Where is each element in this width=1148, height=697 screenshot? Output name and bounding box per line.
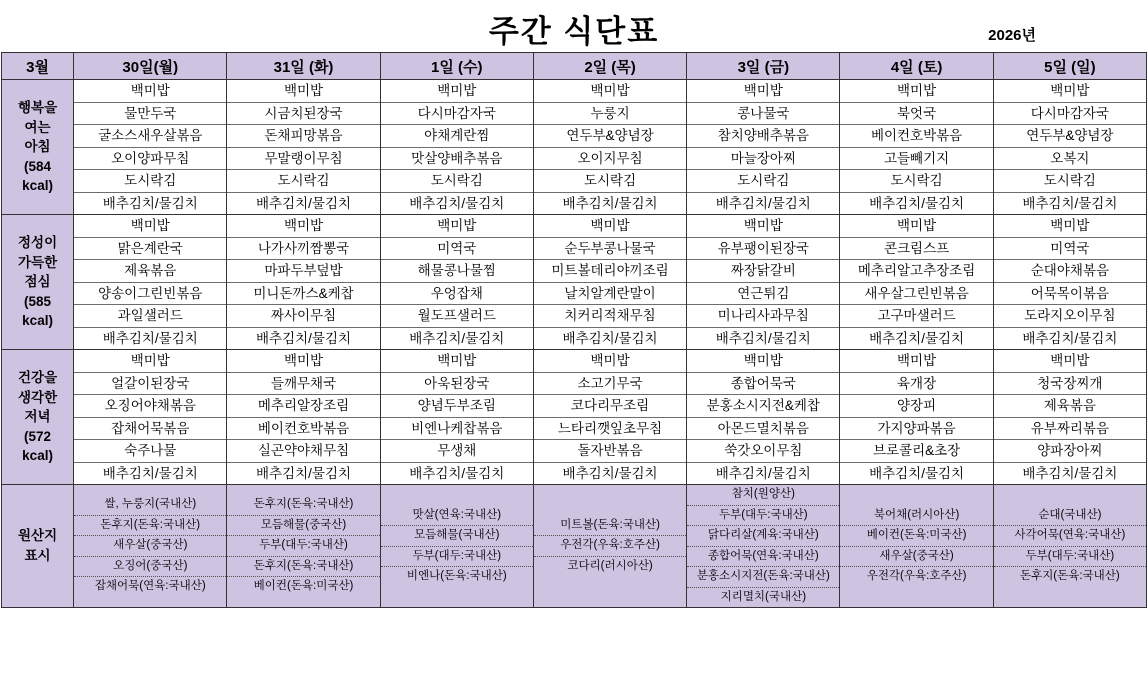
origin-cell bbox=[380, 485, 533, 608]
meal-cell bbox=[380, 350, 533, 485]
origin-item-list bbox=[74, 495, 226, 597]
menu-item-list bbox=[687, 350, 839, 484]
menu-item: 백미밥 bbox=[994, 215, 1146, 238]
row-label-line: 행복을 bbox=[18, 100, 58, 116]
row-label-line: 저녁 bbox=[24, 409, 51, 425]
menu-item: 순두부콩나물국 bbox=[534, 238, 686, 261]
meal-cell bbox=[74, 215, 227, 350]
origin-cell bbox=[533, 485, 686, 608]
menu-item: 물만두국 bbox=[74, 103, 226, 126]
origin-item: 새우살(중국산) bbox=[74, 536, 226, 557]
menu-item: 어묵목이볶음 bbox=[994, 283, 1146, 306]
origin-cell bbox=[687, 485, 840, 608]
menu-item: 도시락김 bbox=[74, 170, 226, 193]
table-row-breakfast bbox=[2, 80, 1147, 215]
row-label-line: kcal) bbox=[22, 178, 53, 194]
origin-cell bbox=[993, 485, 1146, 608]
menu-item: 메추리알고추장조림 bbox=[840, 260, 992, 283]
row-label-line: (584 bbox=[24, 158, 52, 174]
row-label-line: (585 bbox=[24, 293, 52, 309]
menu-item: 가지양파볶음 bbox=[840, 418, 992, 441]
menu-item: 배추김치/물김치 bbox=[256, 330, 352, 346]
table-row-dinner bbox=[2, 350, 1147, 485]
origin-item: 지리멸치(국내산) bbox=[720, 590, 807, 603]
menu-item-list bbox=[994, 215, 1146, 349]
menu-item: 느타리깻잎초무침 bbox=[534, 418, 686, 441]
menu-item: 백미밥 bbox=[227, 350, 379, 373]
origin-item: 분홍소시지전(돈육:국내산) bbox=[687, 567, 839, 588]
menu-item: 백미밥 bbox=[687, 80, 839, 103]
origin-item-list bbox=[381, 506, 533, 587]
menu-item-list bbox=[534, 215, 686, 349]
origin-item: 모듬해물(국내산) bbox=[381, 526, 533, 547]
menu-item: 배추김치/물김치 bbox=[715, 195, 811, 211]
menu-item: 짜사이무침 bbox=[227, 305, 379, 328]
meal-cell bbox=[993, 80, 1146, 215]
row-label-line: 아침 bbox=[24, 139, 51, 155]
meal-cell bbox=[227, 350, 380, 485]
origin-item: 새우살(중국산) bbox=[840, 547, 992, 568]
menu-item: 고구마샐러드 bbox=[840, 305, 992, 328]
menu-item: 연근튀김 bbox=[687, 283, 839, 306]
origin-item: 우전각(우육:호주산) bbox=[534, 536, 686, 557]
menu-item-list bbox=[840, 215, 992, 349]
meal-cell bbox=[380, 215, 533, 350]
row-label-dinner bbox=[2, 350, 74, 485]
origin-item: 북어채(러시아산) bbox=[840, 506, 992, 527]
menu-item: 배추김치/물김치 bbox=[409, 330, 505, 346]
menu-item: 돌자반볶음 bbox=[534, 440, 686, 463]
menu-item: 잡채어묵볶음 bbox=[74, 418, 226, 441]
menu-item: 오복지 bbox=[994, 148, 1146, 171]
origin-item: 돈후지(돈육:국내산) bbox=[227, 495, 379, 516]
meal-cell bbox=[687, 350, 840, 485]
meal-cell bbox=[227, 215, 380, 350]
menu-item: 배추김치/물김치 bbox=[256, 195, 352, 211]
header-day-1: 31일 (화) bbox=[227, 53, 380, 80]
menu-item: 누룽지 bbox=[534, 103, 686, 126]
menu-item: 도라지오이무침 bbox=[994, 305, 1146, 328]
menu-item: 배추김치/물김치 bbox=[715, 465, 811, 481]
menu-item: 북엇국 bbox=[840, 103, 992, 126]
menu-item: 백미밥 bbox=[74, 350, 226, 373]
menu-item: 순대야채볶음 bbox=[994, 260, 1146, 283]
menu-item: 배추김치/물김치 bbox=[102, 465, 198, 481]
origin-item: 돈후지(돈육:국내산) bbox=[227, 557, 379, 578]
origin-item: 베이컨(돈육:미국산) bbox=[840, 526, 992, 547]
menu-item: 배추김치/물김치 bbox=[562, 465, 658, 481]
menu-item-list bbox=[381, 215, 533, 349]
origin-item: 우전각(우육:호주산) bbox=[866, 570, 967, 582]
origin-item: 순대(국내산) bbox=[994, 506, 1146, 527]
menu-item: 백미밥 bbox=[381, 350, 533, 373]
origin-item-list bbox=[840, 506, 992, 587]
menu-item: 코다리무조림 bbox=[534, 395, 686, 418]
row-label-origin bbox=[2, 485, 74, 608]
meal-cell bbox=[533, 80, 686, 215]
row-label-line: 정성이 bbox=[18, 235, 58, 251]
menu-item-list bbox=[74, 215, 226, 349]
menu-item: 다시마감자국 bbox=[994, 103, 1146, 126]
origin-item: 참치(원양산) bbox=[687, 485, 839, 506]
menu-item: 도시락김 bbox=[840, 170, 992, 193]
header-row bbox=[2, 53, 1147, 80]
menu-item: 맛살양배추볶음 bbox=[381, 148, 533, 171]
menu-item: 양송이그린빈볶음 bbox=[74, 283, 226, 306]
row-label-line: 생각한 bbox=[18, 389, 58, 405]
menu-item: 백미밥 bbox=[74, 215, 226, 238]
menu-item: 콩나물국 bbox=[687, 103, 839, 126]
menu-item: 배추김치/물김치 bbox=[1022, 330, 1118, 346]
row-label-lunch bbox=[2, 215, 74, 350]
menu-item: 연두부&양념장 bbox=[534, 125, 686, 148]
origin-item: 맛살(연육:국내산) bbox=[381, 506, 533, 527]
menu-item: 백미밥 bbox=[687, 350, 839, 373]
menu-item: 메추리알장조림 bbox=[227, 395, 379, 418]
menu-item: 연두부&양념장 bbox=[994, 125, 1146, 148]
origin-item: 두부(대두:국내산) bbox=[687, 506, 839, 527]
menu-item: 백미밥 bbox=[381, 215, 533, 238]
menu-item: 배추김치/물김치 bbox=[102, 195, 198, 211]
header-day-2: 1일 (수) bbox=[380, 53, 533, 80]
origin-item: 두부(대두:국내산) bbox=[994, 547, 1146, 568]
menu-item-list bbox=[994, 350, 1146, 484]
meal-cell bbox=[227, 80, 380, 215]
menu-item: 콘크림스프 bbox=[840, 238, 992, 261]
menu-item: 다시마감자국 bbox=[381, 103, 533, 126]
menu-item: 미트볼데리야끼조림 bbox=[534, 260, 686, 283]
menu-item: 유부짜리볶음 bbox=[994, 418, 1146, 441]
origin-item: 두부(대두:국내산) bbox=[227, 536, 379, 557]
menu-item: 백미밥 bbox=[227, 215, 379, 238]
origin-cell bbox=[840, 485, 993, 608]
menu-item: 얼갈이된장국 bbox=[74, 373, 226, 396]
header-day-3: 2일 (목) bbox=[533, 53, 686, 80]
header-day-5: 4일 (토) bbox=[840, 53, 993, 80]
header-day-6: 5일 (일) bbox=[993, 53, 1146, 80]
menu-item: 백미밥 bbox=[534, 215, 686, 238]
origin-item-list bbox=[227, 495, 379, 597]
menu-item: 백미밥 bbox=[840, 80, 992, 103]
menu-item: 오이양파무침 bbox=[74, 148, 226, 171]
menu-item: 돈채피망볶음 bbox=[227, 125, 379, 148]
menu-item: 마늘장아찌 bbox=[687, 148, 839, 171]
menu-item: 백미밥 bbox=[840, 350, 992, 373]
menu-item-list bbox=[74, 80, 226, 214]
menu-item-list bbox=[227, 80, 379, 214]
menu-item: 날치알계란말이 bbox=[534, 283, 686, 306]
menu-item: 미나리사과무침 bbox=[687, 305, 839, 328]
origin-item: 베이컨(돈육:미국산) bbox=[253, 580, 354, 593]
menu-item: 육개장 bbox=[840, 373, 992, 396]
menu-item: 배추김치/물김치 bbox=[562, 330, 658, 346]
menu-item: 아욱된장국 bbox=[381, 373, 533, 396]
origin-item: 돈후지(돈육:국내산) bbox=[1019, 570, 1120, 582]
menu-item-list bbox=[994, 80, 1146, 214]
menu-item: 오이지무침 bbox=[534, 148, 686, 171]
menu-item: 백미밥 bbox=[994, 350, 1146, 373]
menu-item: 비엔나케찹볶음 bbox=[381, 418, 533, 441]
menu-item: 나가사끼짬뽕국 bbox=[227, 238, 379, 261]
menu-item: 마파두부덮밥 bbox=[227, 260, 379, 283]
menu-item: 무생채 bbox=[381, 440, 533, 463]
menu-item: 짜장닭갈비 bbox=[687, 260, 839, 283]
menu-item: 배추김치/물김치 bbox=[869, 465, 965, 481]
origin-item: 종합어묵(연육:국내산) bbox=[687, 547, 839, 568]
menu-item-list bbox=[381, 350, 533, 484]
menu-item: 배추김치/물김치 bbox=[562, 195, 658, 211]
menu-item: 미니돈까스&케찹 bbox=[227, 283, 379, 306]
row-label-line: (572 bbox=[24, 428, 52, 444]
meal-cell bbox=[687, 80, 840, 215]
menu-item-list bbox=[534, 350, 686, 484]
row-label-line: 건강을 bbox=[18, 370, 58, 386]
row-label-line: 표시 bbox=[24, 548, 51, 563]
menu-item: 월도프샐러드 bbox=[381, 305, 533, 328]
menu-item: 고들빼기지 bbox=[840, 148, 992, 171]
menu-item: 백미밥 bbox=[840, 215, 992, 238]
origin-item: 두부(대두:국내산) bbox=[381, 547, 533, 568]
menu-item: 해물콩나물찜 bbox=[381, 260, 533, 283]
menu-item: 야채계란찜 bbox=[381, 125, 533, 148]
menu-item: 도시락김 bbox=[687, 170, 839, 193]
origin-item: 미트볼(돈육:국내산) bbox=[534, 516, 686, 537]
meal-cell bbox=[74, 80, 227, 215]
menu-item: 청국장찌개 bbox=[994, 373, 1146, 396]
menu-item: 우엉잡채 bbox=[381, 283, 533, 306]
menu-item: 미역국 bbox=[994, 238, 1146, 261]
menu-item: 배추김치/물김치 bbox=[256, 465, 352, 481]
menu-item-list bbox=[534, 80, 686, 214]
menu-item: 아몬드멸치볶음 bbox=[687, 418, 839, 441]
origin-item: 잡채어묵(연육:국내산) bbox=[94, 580, 206, 593]
meal-cell bbox=[533, 350, 686, 485]
menu-item: 숙주나물 bbox=[74, 440, 226, 463]
menu-item-list bbox=[687, 215, 839, 349]
menu-item: 배추김치/물김치 bbox=[715, 330, 811, 346]
origin-item: 닭다리살(계육:국내산) bbox=[687, 526, 839, 547]
menu-item: 참치양배추볶음 bbox=[687, 125, 839, 148]
menu-item: 치커리적채무침 bbox=[534, 305, 686, 328]
menu-item: 종합어묵국 bbox=[687, 373, 839, 396]
origin-item-list bbox=[994, 506, 1146, 587]
meal-cell bbox=[380, 80, 533, 215]
menu-item: 실곤약야채무침 bbox=[227, 440, 379, 463]
meal-cell bbox=[74, 350, 227, 485]
menu-item: 베이컨호박볶음 bbox=[227, 418, 379, 441]
year-label: 2026년 bbox=[988, 27, 1036, 44]
menu-item: 소고기무국 bbox=[534, 373, 686, 396]
menu-item: 미역국 bbox=[381, 238, 533, 261]
menu-item: 무말랭이무침 bbox=[227, 148, 379, 171]
menu-item: 양파장아찌 bbox=[994, 440, 1146, 463]
meal-cell bbox=[993, 215, 1146, 350]
menu-item: 백미밥 bbox=[381, 80, 533, 103]
menu-item-list bbox=[381, 80, 533, 214]
menu-item: 양장피 bbox=[840, 395, 992, 418]
menu-item: 오징어야채볶음 bbox=[74, 395, 226, 418]
row-label-line: 점심 bbox=[24, 274, 51, 290]
weekly-menu-table bbox=[1, 52, 1147, 608]
menu-item: 제육볶음 bbox=[74, 260, 226, 283]
menu-item: 배추김치/물김치 bbox=[1022, 465, 1118, 481]
menu-item: 백미밥 bbox=[687, 215, 839, 238]
menu-item: 백미밥 bbox=[994, 80, 1146, 103]
table-header bbox=[2, 53, 1147, 80]
table-row-lunch bbox=[2, 215, 1147, 350]
row-label-line: 여는 bbox=[24, 119, 51, 135]
menu-item: 백미밥 bbox=[534, 350, 686, 373]
menu-item: 굴소스새우살볶음 bbox=[74, 125, 226, 148]
menu-item: 분홍소시지전&케찹 bbox=[687, 395, 839, 418]
menu-item: 과일샐러드 bbox=[74, 305, 226, 328]
menu-item: 배추김치/물김치 bbox=[409, 465, 505, 481]
menu-item: 도시락김 bbox=[227, 170, 379, 193]
menu-item-list bbox=[840, 80, 992, 214]
origin-item-list bbox=[687, 485, 839, 607]
row-label-line: 가득한 bbox=[18, 254, 58, 270]
menu-item: 양념두부조림 bbox=[381, 395, 533, 418]
menu-item: 새우살그린빈볶음 bbox=[840, 283, 992, 306]
row-label-line: kcal) bbox=[22, 313, 53, 329]
menu-item-list bbox=[840, 350, 992, 484]
menu-item: 배추김치/물김치 bbox=[869, 195, 965, 211]
menu-item: 들깨무채국 bbox=[227, 373, 379, 396]
header-day-4: 3일 (금) bbox=[687, 53, 840, 80]
origin-item: 코다리(러시아산) bbox=[567, 559, 653, 572]
origin-item: 돈후지(돈육:국내산) bbox=[74, 516, 226, 537]
origin-item: 모듬해물(중국산) bbox=[227, 516, 379, 537]
menu-item: 백미밥 bbox=[74, 80, 226, 103]
origin-cell bbox=[74, 485, 227, 608]
menu-item: 베이컨호박볶음 bbox=[840, 125, 992, 148]
origin-item: 쌀, 누룽지(국내산) bbox=[74, 495, 226, 516]
menu-item: 백미밥 bbox=[227, 80, 379, 103]
menu-item: 도시락김 bbox=[534, 170, 686, 193]
row-label-breakfast bbox=[2, 80, 74, 215]
table-body bbox=[2, 80, 1147, 608]
row-label-line: 원산지 bbox=[18, 528, 58, 544]
title-row bbox=[0, 0, 1148, 52]
menu-item: 배추김치/물김치 bbox=[409, 195, 505, 211]
menu-item: 브로콜리&초장 bbox=[840, 440, 992, 463]
table-row-origin bbox=[2, 485, 1147, 608]
row-label-line: kcal) bbox=[22, 448, 53, 464]
menu-item: 배추김치/물김치 bbox=[1022, 195, 1118, 211]
menu-item: 배추김치/물김치 bbox=[869, 330, 965, 346]
meal-cell bbox=[993, 350, 1146, 485]
page-title: 주간 식단표 bbox=[488, 14, 660, 49]
origin-cell bbox=[227, 485, 380, 608]
meal-cell bbox=[533, 215, 686, 350]
menu-item: 유부팽이된장국 bbox=[687, 238, 839, 261]
menu-item-list bbox=[687, 80, 839, 214]
origin-item: 오징어(중국산) bbox=[74, 557, 226, 578]
menu-item: 백미밥 bbox=[534, 80, 686, 103]
menu-item: 맑은계란국 bbox=[74, 238, 226, 261]
origin-item: 사각어묵(연육:국내산) bbox=[994, 526, 1146, 547]
meal-cell bbox=[840, 350, 993, 485]
header-month: 3월 bbox=[2, 53, 74, 80]
menu-item: 쑥갓오이무침 bbox=[687, 440, 839, 463]
meal-cell bbox=[840, 215, 993, 350]
meal-cell bbox=[687, 215, 840, 350]
menu-item: 배추김치/물김치 bbox=[102, 330, 198, 346]
menu-item-list bbox=[227, 350, 379, 484]
meal-cell bbox=[840, 80, 993, 215]
header-day-0: 30일(월) bbox=[74, 53, 227, 80]
menu-item: 제육볶음 bbox=[994, 395, 1146, 418]
menu-item-list bbox=[227, 215, 379, 349]
menu-item-list bbox=[74, 350, 226, 484]
origin-item-list bbox=[534, 516, 686, 577]
menu-item: 시금치된장국 bbox=[227, 103, 379, 126]
menu-item: 도시락김 bbox=[994, 170, 1146, 193]
menu-item: 도시락김 bbox=[381, 170, 533, 193]
origin-item: 비엔나(돈육:국내산) bbox=[406, 570, 507, 582]
